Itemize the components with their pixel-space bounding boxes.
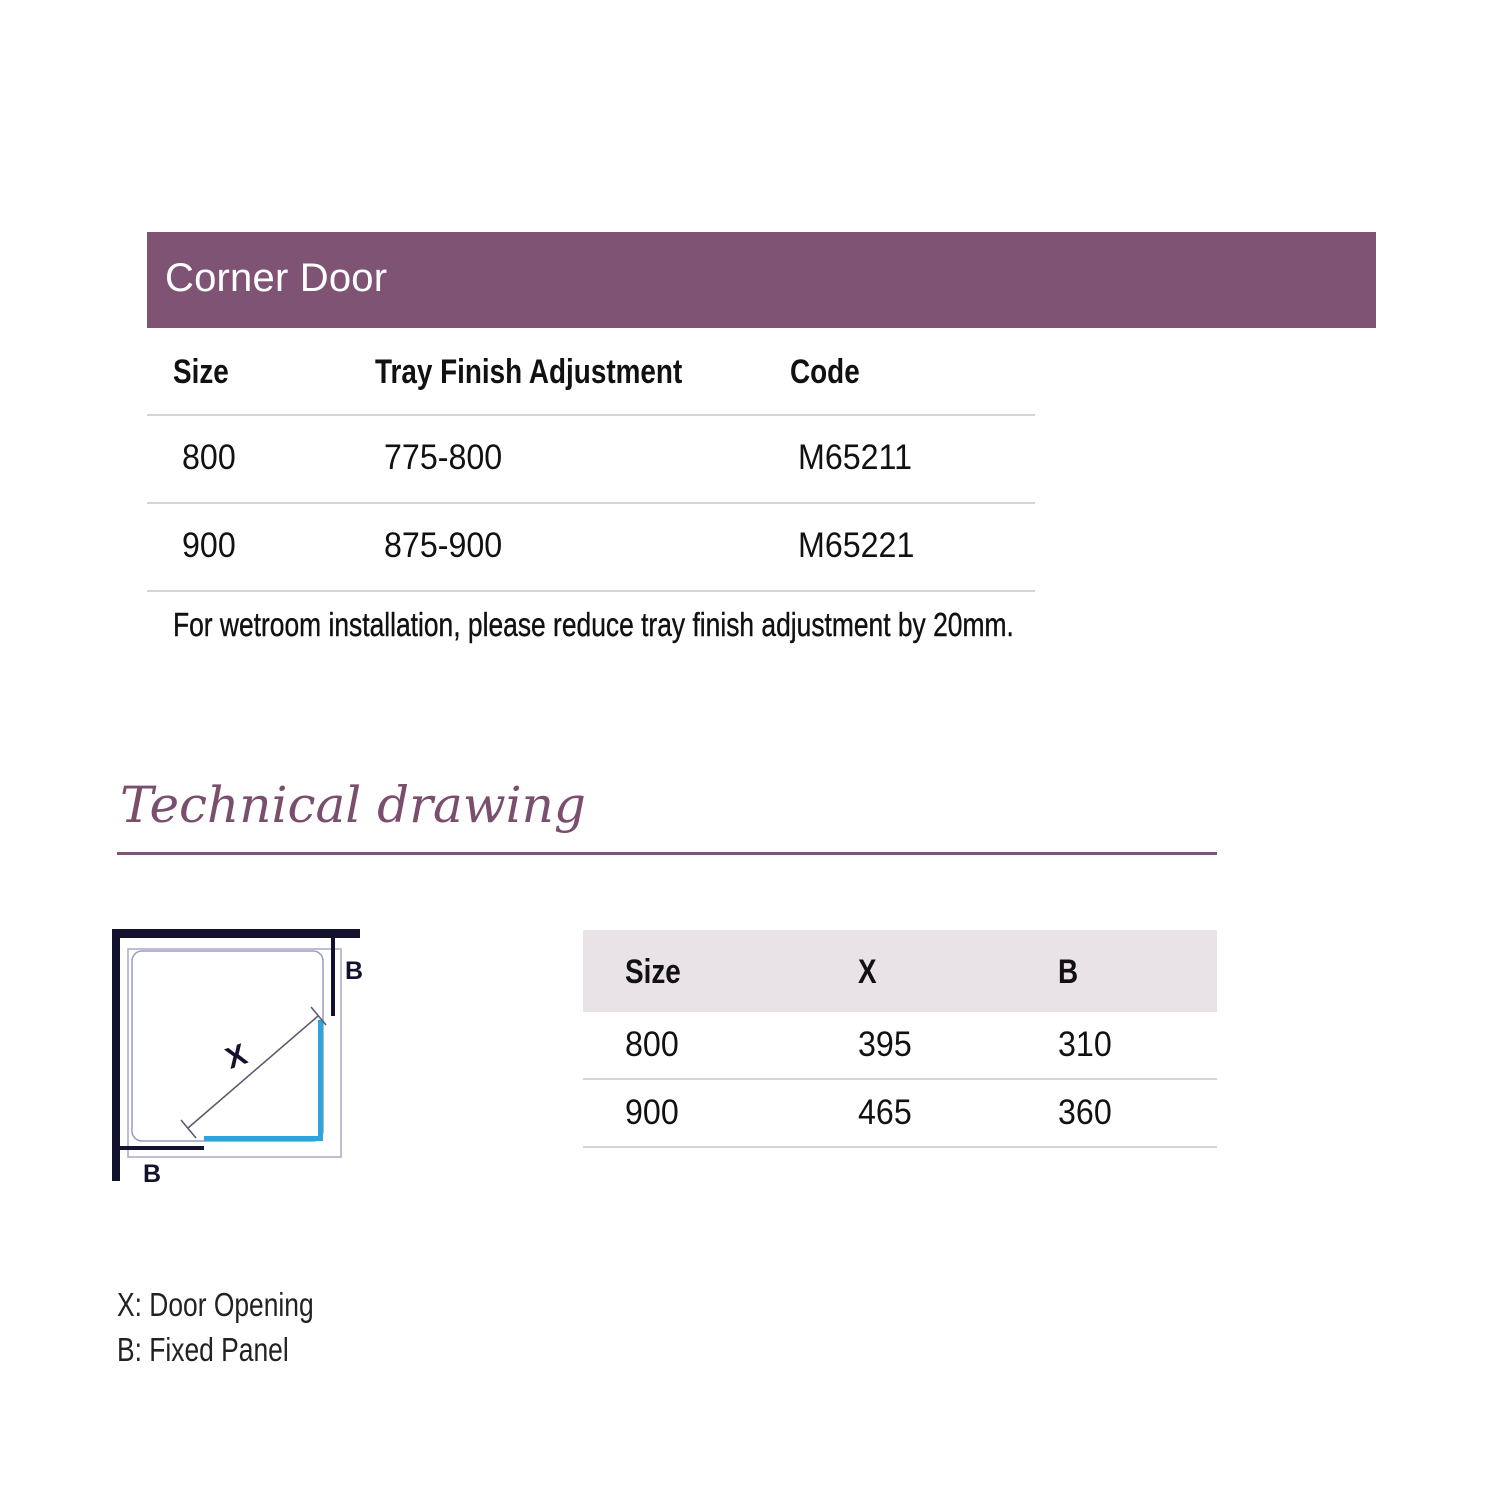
cell-size: 800 (625, 1025, 679, 1064)
cell-size: 900 (182, 526, 236, 565)
cell-x: 395 (858, 1025, 912, 1064)
cell-size: 900 (625, 1093, 679, 1132)
table-row (583, 1080, 1217, 1148)
cell-tray-finish: 775-800 (384, 438, 503, 477)
svg-text:B: B (143, 1160, 162, 1188)
shower-plan-icon (108, 925, 378, 1190)
section-divider (117, 852, 1217, 855)
product-title: Corner Door (165, 256, 388, 300)
corner-door-diagram (108, 925, 378, 1190)
cell-x: 465 (858, 1093, 912, 1132)
table-header-row (147, 330, 1035, 416)
table-row (583, 1012, 1217, 1080)
cell-tray-finish: 875-900 (384, 526, 503, 565)
column-header-code: Code (790, 353, 860, 391)
cell-code: M65211 (798, 438, 912, 477)
cell-size: 800 (182, 438, 236, 477)
svg-text:B: B (345, 957, 364, 985)
table-header-row (583, 930, 1217, 1012)
table-row (147, 504, 1035, 592)
dimension-table (583, 930, 1217, 1148)
svg-text:X: X (221, 1037, 252, 1076)
column-header-b: B (1058, 953, 1079, 991)
table-row (147, 416, 1035, 504)
legend-fixed-panel: B: Fixed Panel (117, 1331, 289, 1368)
column-header-size: Size (173, 353, 229, 391)
wetroom-note: For wetroom installation, please reduce tray finish adjustment by 20mm. (173, 606, 1014, 643)
cell-b: 360 (1058, 1093, 1112, 1132)
legend-door-opening: X: Door Opening (117, 1286, 314, 1323)
cell-code: M65221 (798, 526, 915, 565)
diagram-legend (117, 1282, 363, 1372)
section-title: Technical drawing (120, 776, 586, 834)
corner-door-banner (147, 232, 1376, 328)
product-table (147, 330, 1035, 592)
column-header-tray-finish: Tray Finish Adjustment (375, 353, 683, 391)
column-header-x: X (858, 953, 877, 991)
cell-b: 310 (1058, 1025, 1112, 1064)
column-header-size: Size (625, 953, 681, 991)
